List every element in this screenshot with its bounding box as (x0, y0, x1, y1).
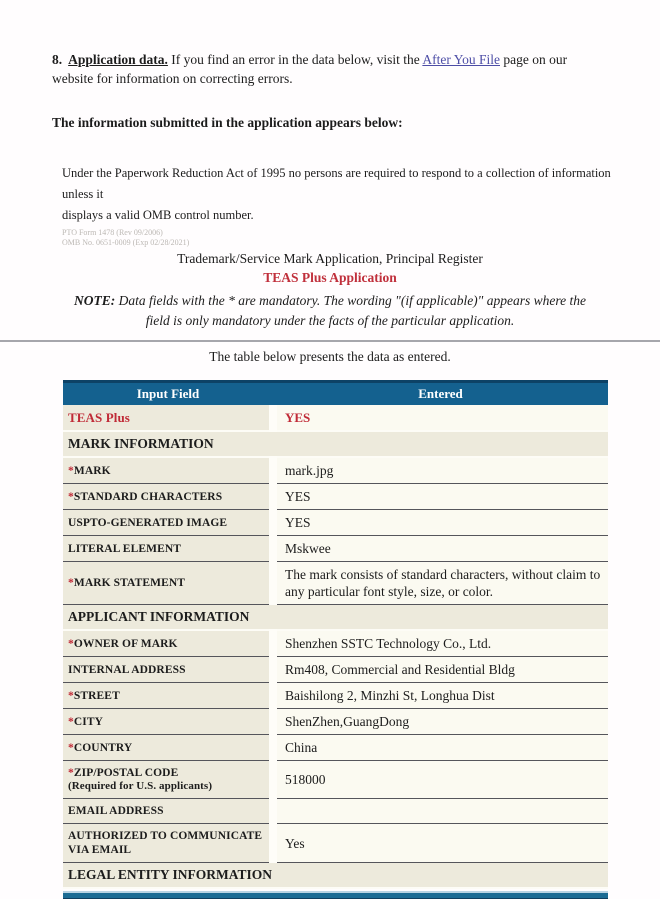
field-label-cell: *STREET (63, 683, 273, 709)
table-row-street (63, 683, 608, 709)
paperwork-line-2: displays a valid OMB control number. (62, 208, 254, 222)
required-asterisk: * (68, 715, 74, 728)
table-row-zip-postal-code (63, 761, 608, 799)
note-label: NOTE: (74, 293, 116, 308)
required-asterisk: * (68, 637, 74, 650)
form-meta (62, 228, 660, 248)
field-label-cell: INTERNAL ADDRESS (63, 657, 273, 683)
section-title: LEGAL ENTITY INFORMATION (63, 863, 608, 889)
field-value-cell: China (273, 735, 608, 761)
field-label-cell: *CITY (63, 709, 273, 735)
required-asterisk: * (68, 490, 74, 503)
table-row-owner-of-mark (63, 630, 608, 657)
intro-line-2: website for information on correcting errors. (52, 71, 293, 86)
field-label-cell: TEAS Plus (63, 405, 273, 431)
field-label-cell: *MARK (63, 457, 273, 484)
section-title: MARK INFORMATION (63, 431, 608, 457)
table-row-mark (63, 457, 608, 484)
field-label-cell: *OWNER OF MARK (63, 630, 273, 657)
intro-text: If you find an error in the data below, visit the (167, 52, 423, 67)
submitted-heading: The information submitted in the application appears below: (52, 115, 403, 130)
table-row-authorized-to-communicate-via-email (63, 824, 608, 863)
section-row-applicant-information (63, 605, 608, 631)
table-row-email-address (63, 799, 608, 824)
field-label-cell: AUTHORIZED TO COMMUNICATE VIA EMAIL (63, 824, 273, 863)
required-asterisk: * (68, 767, 74, 779)
required-asterisk: * (68, 689, 74, 702)
table-row-uspto-generated-image (63, 510, 608, 536)
field-label-cell: *MARK STATEMENT (63, 562, 273, 605)
paperwork-line-1: Under the Paperwork Reduction Act of 1995 no persons are required to respond to a collection of information unless it (62, 166, 611, 201)
application-data-table (63, 380, 608, 889)
table-header-row (63, 382, 608, 406)
column-header-input-field: Input Field (63, 382, 273, 406)
intro-line-1 (52, 50, 614, 69)
table-row-city (63, 709, 608, 735)
field-label-cell: *ZIP/POSTAL CODE (Required for U.S. applicants) (63, 761, 273, 799)
field-value-cell: Shenzhen SSTC Technology Co., Ltd. (273, 630, 608, 657)
field-label-note: (Required for U.S. applicants) (68, 780, 213, 792)
table-intro-text: The table below presents the data as entered. (209, 349, 451, 364)
field-value-cell: Baishilong 2, Minzhi St, Longhua Dist (273, 683, 608, 709)
table-row-internal-address (63, 657, 608, 683)
paperwork-reduction-notice (62, 163, 612, 226)
pto-form-number: PTO Form 1478 (Rev 09/2006) (62, 228, 163, 237)
field-value-cell: Mskwee (273, 536, 608, 562)
field-label-cell: LITERAL ELEMENT (63, 536, 273, 562)
table-row-teas-plus (63, 405, 608, 431)
intro-text-after-link: page on our (500, 52, 568, 67)
required-asterisk: * (68, 741, 74, 754)
table-row-mark-statement (63, 562, 608, 605)
next-table-header-partial (63, 891, 608, 899)
field-value-cell: Rm408, Commercial and Residential Bldg (273, 657, 608, 683)
table-row-country (63, 735, 608, 761)
teas-plus-subtitle: TEAS Plus Application (263, 270, 397, 285)
column-header-entered: Entered (273, 382, 608, 406)
after-you-file-link[interactable]: After You File (422, 52, 500, 67)
field-value-cell: 518000 (273, 761, 608, 799)
field-label-cell: USPTO-GENERATED IMAGE (63, 510, 273, 536)
application-data-heading: Application data. (68, 52, 168, 67)
field-value-cell: mark.jpg (273, 457, 608, 484)
field-label-cell: *COUNTRY (63, 735, 273, 761)
note-line-1: NOTE: Data fields with the * are mandatory. The wording "(if applicable)" appears where the (74, 293, 586, 308)
field-value-cell: YES (273, 484, 608, 510)
required-asterisk: * (68, 464, 74, 477)
field-label-cell: *STANDARD CHARACTERS (63, 484, 273, 510)
field-value-cell: YES (273, 510, 608, 536)
table-row-literal-element (63, 536, 608, 562)
field-value-cell: YES (273, 405, 608, 431)
item-number: 8. (52, 52, 69, 67)
field-value-cell: The mark consists of standard characters, without claim to any particular font style, size, or color. (273, 562, 608, 605)
section-row-legal-entity-information (63, 863, 608, 889)
omb-number: OMB No. 0651-0009 (Exp 02/28/2021) (62, 238, 190, 247)
field-value-cell: Yes (273, 824, 608, 863)
field-value-cell (273, 799, 608, 824)
intro-paragraph (52, 50, 614, 88)
field-value-cell: ShenZhen,GuangDong (273, 709, 608, 735)
application-title: Trademark/Service Mark Application, Principal Register (177, 251, 483, 266)
section-title: APPLICANT INFORMATION (63, 605, 608, 631)
field-label-cell: EMAIL ADDRESS (63, 799, 273, 824)
divider-rule (0, 340, 660, 342)
table-row-standard-characters (63, 484, 608, 510)
note-line-2: field is only mandatory under the facts of the particular application. (145, 312, 515, 328)
required-asterisk: * (68, 577, 74, 589)
mandatory-fields-note (30, 291, 630, 330)
section-row-mark-information (63, 431, 608, 457)
